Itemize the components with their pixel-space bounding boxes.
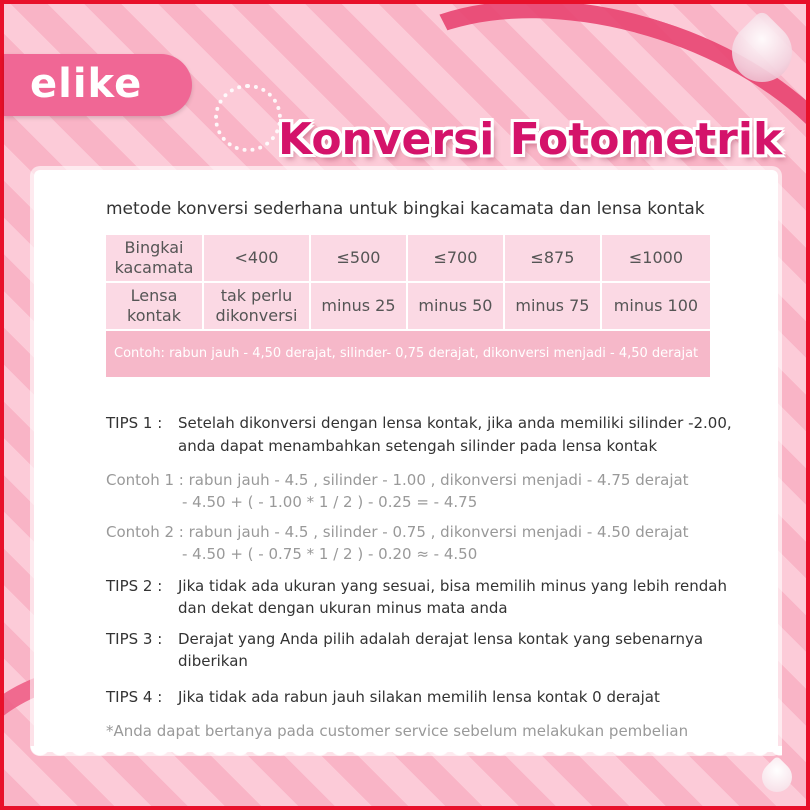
table-cell: ≤500 bbox=[311, 235, 406, 281]
brand-logo: elike bbox=[30, 61, 143, 107]
cell-line: dikonversi bbox=[215, 306, 298, 325]
tips-label: TIPS 4 : bbox=[106, 688, 163, 706]
tips-1-line: anda dapat menambahkan setengah silinder pada lensa kontak bbox=[178, 437, 658, 455]
example-1-line: Contoh 1 : rabun jauh - 4.5 , silinder - 1.00 , dikonversi menjadi - 4.75 derajat bbox=[106, 471, 689, 489]
tips-label: TIPS 2 : bbox=[106, 577, 163, 595]
table-cell: ≤700 bbox=[408, 235, 503, 281]
tips-label: TIPS 3 : bbox=[106, 630, 163, 648]
table-cell bbox=[204, 283, 309, 329]
tips-1-line: Setelah dikonversi dengan lensa kontak, jika anda memiliki silinder -2.00, bbox=[178, 414, 732, 432]
tips-3-line: diberikan bbox=[178, 652, 248, 670]
conversion-table bbox=[104, 233, 712, 379]
table-row bbox=[106, 235, 710, 281]
table-cell: <400 bbox=[204, 235, 309, 281]
row-header-line: kacamata bbox=[114, 258, 194, 277]
table-cell: minus 75 bbox=[505, 283, 600, 329]
table-cell: minus 100 bbox=[602, 283, 710, 329]
row-header-frame bbox=[106, 235, 202, 281]
tips-3-line: Derajat yang Anda pilih adalah derajat lensa kontak yang sebenarnya bbox=[178, 630, 704, 648]
table-cell: minus 50 bbox=[408, 283, 503, 329]
cell-line: tak perlu bbox=[220, 286, 293, 305]
intro-text: metode konversi sederhana untuk bingkai kacamata dan lensa kontak bbox=[106, 199, 705, 219]
row-header-line: Bingkai bbox=[124, 238, 184, 257]
table-cell: ≤875 bbox=[505, 235, 600, 281]
row-header-contact bbox=[106, 283, 202, 329]
table-cell: minus 25 bbox=[311, 283, 406, 329]
example-2-line: Contoh 2 : rabun jauh - 4.5 , silinder - 0.75 , dikonversi menjadi - 4.50 derajat bbox=[106, 523, 689, 541]
table-cell: ≤1000 bbox=[602, 235, 710, 281]
tips-2-line: Jika tidak ada ukuran yang sesuai, bisa memilih minus yang lebih rendah bbox=[178, 577, 727, 595]
page-title: Konversi Fotometrik bbox=[278, 114, 783, 165]
tips-2-line: dan dekat dengan ukuran minus mata anda bbox=[178, 599, 508, 617]
pearl-necklace-icon bbox=[214, 84, 282, 152]
table-row bbox=[106, 283, 710, 329]
row-header-line: Lensa bbox=[130, 286, 178, 305]
tips-label: TIPS 1 : bbox=[106, 414, 163, 432]
example-1-formula: - 4.50 + ( - 1.00 * 1 / 2 ) - 0.25 = - 4.75 bbox=[182, 493, 478, 511]
table-example: Contoh: rabun jauh - 4,50 derajat, silinder- 0,75 derajat, dikonversi menjadi - 4,50 derajat bbox=[106, 331, 710, 377]
table-row bbox=[106, 331, 710, 377]
lace-border bbox=[30, 746, 782, 766]
example-2-formula: - 4.50 + ( - 0.75 * 1 / 2 ) - 0.20 ≈ - 4.50 bbox=[182, 545, 478, 563]
tips-4-line: Jika tidak ada rabun jauh silakan memilih lensa kontak 0 derajat bbox=[178, 688, 660, 706]
row-header-line: kontak bbox=[127, 306, 181, 325]
footnote: *Anda dapat bertanya pada customer service sebelum melakukan pembelian bbox=[106, 722, 689, 740]
